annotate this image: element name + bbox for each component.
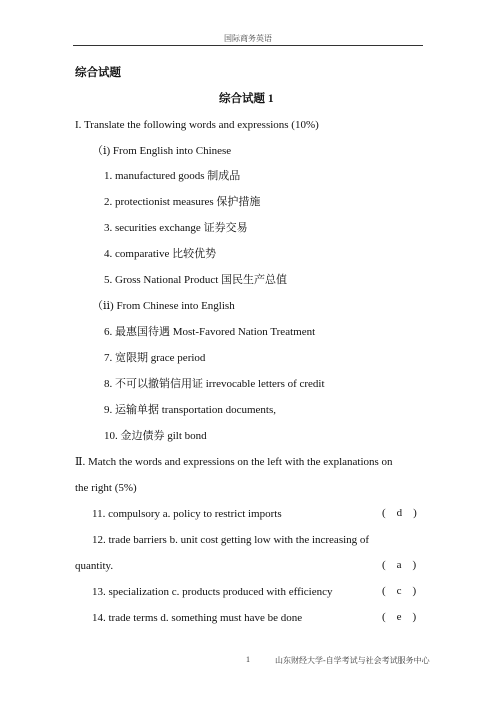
- footer-org: 山东财经大学-自学考试与社会考试服务中心: [275, 656, 430, 665]
- match-row: 14. trade terms d. something must have be done: [92, 612, 303, 624]
- list-item: 1. manufactured goods 制成品: [104, 170, 241, 182]
- list-item: 7. 宽限期 grace period: [104, 352, 206, 364]
- page-number: 1: [246, 655, 250, 664]
- list-item: 3. securities exchange 证券交易: [104, 222, 248, 234]
- header-rule: [73, 45, 423, 46]
- list-item: 2. protectionist measures 保护措施: [104, 196, 261, 208]
- running-header: 国际商务英语: [224, 34, 272, 43]
- match-answer: ( d ): [382, 507, 417, 519]
- list-item: 6. 最惠国待遇 Most-Favored Nation Treatment: [104, 326, 316, 338]
- match-row: 13. specialization c. products produced with efficiency: [92, 586, 333, 598]
- match-row-cont: quantity.: [75, 560, 114, 572]
- part1-sub-i: （ⅰ) From English into Chinese: [92, 145, 232, 157]
- list-item: 8. 不可以撤销信用证 irrevocable letters of credit: [104, 378, 325, 390]
- match-row: 11. compulsory a. policy to restrict imports: [92, 508, 282, 520]
- list-item: 4. comparative 比较优势: [104, 248, 217, 260]
- part1-heading: I. Translate the following words and expressions (10%): [75, 119, 319, 131]
- match-row: 12. trade barriers b. unit cost getting low with the increasing of: [92, 534, 370, 546]
- match-answer: ( a ): [382, 559, 417, 571]
- part1-sub-ii: （ⅱ) From Chinese into English: [92, 300, 235, 312]
- list-item: 9. 运输单据 transportation documents,: [104, 404, 277, 416]
- match-answer: ( e ): [382, 611, 417, 623]
- list-item: 5. Gross National Product 国民生产总值: [104, 274, 288, 286]
- list-item: 10. 金边债券 gilt bond: [104, 430, 207, 442]
- part2-heading-cont: the right (5%): [75, 482, 137, 494]
- section-title: 综合试题: [75, 67, 121, 79]
- test-title: 综合试题 1: [219, 93, 274, 105]
- match-answer: ( c ): [382, 585, 417, 597]
- part2-heading: Ⅱ. Match the words and expressions on the left with the explanations on: [75, 456, 393, 468]
